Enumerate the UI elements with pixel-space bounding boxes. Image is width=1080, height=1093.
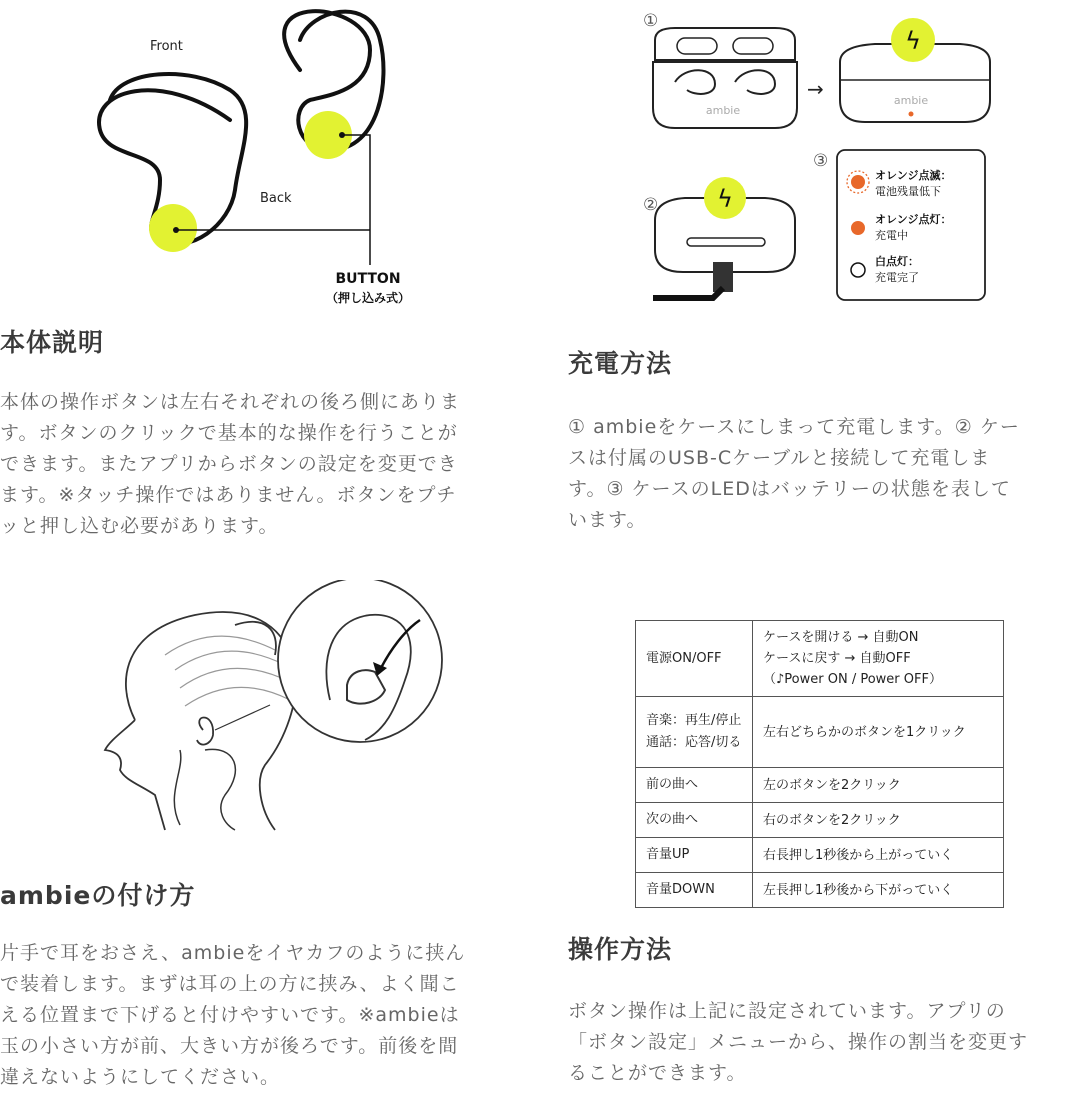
- charge-section-title: 充電方法: [568, 349, 673, 378]
- table-row: 音量DOWN 左長押し1秒後から下がっていく: [636, 873, 1004, 908]
- ops-section-text: ボタン操作は上記に設定されています。アプリの 「ボタン設定」メニューから、操作の割当を変更す ることができます。: [568, 1000, 1029, 1084]
- svg-text:②: ②: [643, 195, 659, 215]
- ops-section-title: 操作方法: [568, 935, 673, 964]
- ops-section: [568, 930, 1073, 1089]
- orange-blink-icon: [851, 175, 865, 189]
- svg-text:オレンジ点灯：: オレンジ点灯：: [875, 213, 952, 226]
- button-sub-label: （押し込み式）: [325, 291, 411, 305]
- table-row: 前の曲へ 左のボタンを2クリック: [636, 768, 1004, 803]
- arrow-icon: →: [807, 77, 824, 101]
- svg-text:オレンジ点滅：: オレンジ点滅：: [875, 169, 952, 182]
- bolt-icon: ϟ: [905, 27, 921, 55]
- front-label: Front: [150, 39, 183, 54]
- orange-solid-icon: [851, 221, 865, 235]
- earbud-diagram: [80, 0, 460, 320]
- body-section: [0, 323, 520, 542]
- back-button-dot: [149, 204, 197, 252]
- svg-text:電池残量低下: 電池残量低下: [875, 185, 941, 198]
- body-section-text: 本体の操作ボタンは左右それぞれの後ろ側にありま す。ボタンのクリックで基本的な操作を行うことが できます。またアプリからボタンの設定を変更でき ます。※タッチ操作ではありません。ボタンをプチ ッと押し込む必要があります。: [0, 391, 461, 537]
- svg-text:ambie: ambie: [893, 94, 929, 107]
- svg-text:充電完了: 充電完了: [875, 271, 919, 284]
- bolt-icon: ϟ: [717, 185, 733, 213]
- table-row: 音量UP 右長押し1秒後から上がっていく: [636, 838, 1004, 873]
- charging-diagram: [635, 0, 1075, 310]
- zoom-circle: [278, 580, 442, 742]
- wear-section: [0, 876, 525, 1093]
- table-row: 電源ON/OFF ケースを開ける → 自動ON ケースに戻す → 自動OFF （♪Power ON / Power OFF）: [636, 621, 1004, 697]
- operations-table: [635, 620, 1004, 908]
- svg-text:白点灯：: 白点灯：: [875, 255, 919, 268]
- white-solid-icon: [851, 263, 865, 277]
- wear-section-text: 片手で耳をおさえ、ambieをイヤカフのように挟ん で装着します。まずは耳の上の方に挟み、よく聞こ える位置まで下げると付けやすいです。※ambieは 玉の小さい方が前、大きい方が後ろです。前後を間 違えないようにしてください。: [0, 942, 466, 1088]
- svg-text:③: ③: [813, 151, 829, 171]
- svg-text:充電中: 充電中: [875, 229, 908, 242]
- charge-section-text: ① ambieをケースにしまって充電します。② ケー スは付属のUSB-Cケーブルと接続して充電しま す。③ ケースのLEDはバッテリーの状態を表して います。: [568, 416, 1020, 531]
- svg-text:①: ①: [643, 11, 659, 31]
- wear-section-title: ambieの付け方: [0, 881, 196, 910]
- table-row: 音楽：再生/停止 通話：応答/切る 左右どちらかのボタンを1クリック: [636, 697, 1004, 768]
- button-label: BUTTON: [335, 271, 401, 287]
- wearing-illustration: [85, 580, 445, 835]
- svg-text:ambie: ambie: [705, 104, 741, 117]
- charge-section: [568, 344, 1073, 536]
- table-row: 次の曲へ 右のボタンを2クリック: [636, 803, 1004, 838]
- body-section-title: 本体説明: [0, 328, 105, 357]
- back-label: Back: [260, 191, 292, 206]
